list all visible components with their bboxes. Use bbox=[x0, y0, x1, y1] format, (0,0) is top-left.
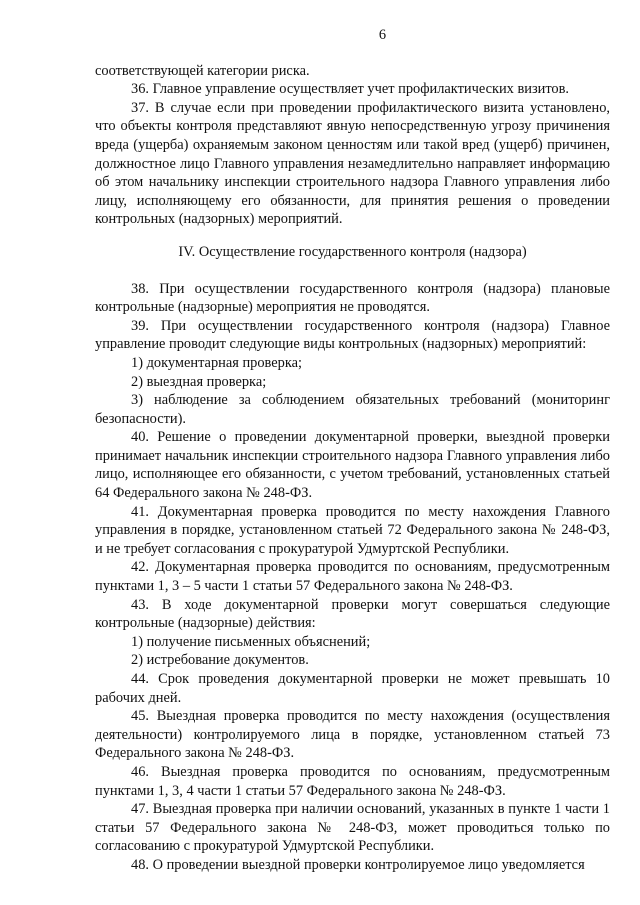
list-item-request-documents: 2) истребование документов. bbox=[131, 652, 309, 669]
paragraph-47: 47. Выездная проверка при наличии оснований, указанных в пункте 1 части 1 статьи 57 Федерального закона № 248-ФЗ, может проводиться только по согласованию с прокуратурой Удмуртской Республики. bbox=[95, 801, 610, 855]
paragraph-46: 46. Выездная проверка проводится по основаниям, предусмотренным пунктами 1, 3, 4 части 1 статьи 57 Федерального закона № 248-ФЗ. bbox=[95, 763, 610, 799]
paragraph-36: 36. Главное управление осуществляет учет профилактических визитов. bbox=[131, 81, 570, 98]
paragraph-39: 39. При осуществлении государственного контроля (надзора) Главное управление проводит следующие виды контрольных (надзорных) мероприятий: bbox=[95, 317, 610, 353]
list-item-documentary-check: 1) документарная проверка; bbox=[131, 354, 302, 371]
paragraph-37: 37. В случае если при проведении профилактического визита установлено, что объекты контроля представляют явную непосредственную угрозу причинения вреда (ущерба) охраняемым законом ценностям или такой вред (ущерб) причинен, должностное лицо Главного управления незамедлительно направляет информацию об этом начальнику инспекции строительного надзора Главного управления либо лицу, исполняющему его обязанности, для принятия решения о проведении контрольных (надзорных) мероприятий. bbox=[95, 99, 610, 228]
paragraph-continuation: соответствующей категории риска. bbox=[95, 62, 310, 79]
list-item-written-explanations: 1) получение письменных объяснений; bbox=[131, 633, 371, 650]
paragraph-42: 42. Документарная проверка проводится по основаниям, предусмотренным пунктами 1, 3 – 5 части 1 статьи 57 Федерального закона № 248-ФЗ. bbox=[95, 559, 610, 595]
paragraph-40: 40. Решение о проведении документарной проверки, выездной проверки принимает начальник инспекции строительного надзора Главного управления либо лицо, исполняющее его обязанности, с учетом требований, установленных статьей 64 Федерального закона № 248-ФЗ. bbox=[95, 429, 610, 502]
paragraph-48: 48. О проведении выездной проверки контролируемое лицо уведомляется bbox=[131, 856, 585, 873]
section-heading: IV. Осуществление государственного контроля (надзора) bbox=[178, 243, 527, 260]
page-number: 6 bbox=[378, 27, 387, 43]
paragraph-41: 41. Документарная проверка проводится по месту нахождения Главного управления в порядке, установленном статьей 72 Федерального закона № 248-ФЗ, и не требует согласования с прокуратурой Удмуртской Республики. bbox=[95, 503, 610, 557]
list-item-monitoring: 3) наблюдение за соблюдением обязательных требований (мониторинг безопасности). bbox=[95, 392, 610, 427]
paragraph-45: 45. Выездная проверка проводится по месту нахождения (осуществления деятельности) контролируемого лица в порядке, установленном статьей 73 Федерального закона № 248-ФЗ. bbox=[95, 708, 610, 762]
paragraph-43: 43. В ходе документарной проверки могут совершаться следующие контрольные (надзорные) действия: bbox=[95, 596, 610, 632]
paragraph-44: 44. Срок проведения документарной проверки не может превышать 10 рабочих дней. bbox=[95, 671, 610, 706]
list-item-field-check: 2) выездная проверка; bbox=[131, 373, 267, 390]
paragraph-38: 38. При осуществлении государственного контроля (надзора) плановые контрольные (надзорные) мероприятия не проводятся. bbox=[95, 280, 610, 316]
